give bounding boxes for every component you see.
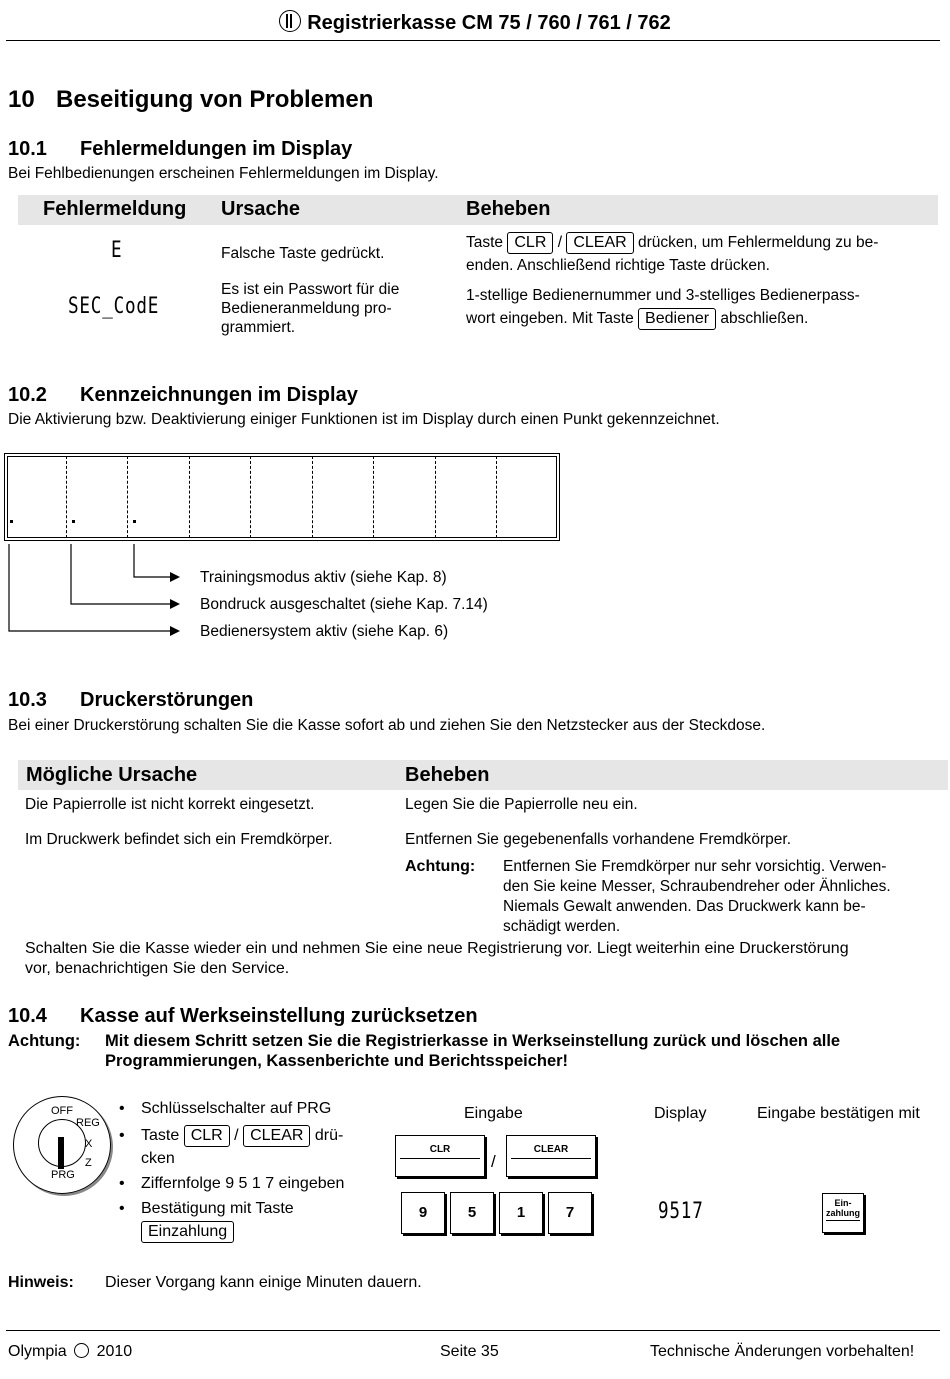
page-header	[0, 10, 950, 35]
note-text: Dieser Vorgang kann einige Minuten dauern.	[105, 1274, 422, 1291]
footer-rule	[6, 1330, 940, 1331]
printer-fix-2: Entfernen Sie gegebenenfalls vorhandene Fremdkörper.	[405, 831, 792, 848]
col-display: Display	[654, 1105, 707, 1122]
olympia-logo-icon	[74, 1343, 89, 1358]
section-10-4-title: 10.4 Kasse auf Werkseinstellung zurücksetzen	[8, 1005, 478, 1027]
printer-warn-l3: Niemals Gewalt anwenden. Das Druckwerk kann be-	[503, 898, 866, 915]
reset-warn-l1: Mit diesem Schritt setzen Sie die Registrierkasse in Werkseinstellung zurück und löschen alle	[105, 1032, 841, 1050]
footer-page: Seite 35	[440, 1343, 499, 1360]
error-fix-2-l2: wort eingeben. Mit Taste Bediener abschließen.	[466, 308, 808, 330]
key-pos-x: X	[85, 1138, 93, 1150]
note-label: Hinweis:	[8, 1274, 74, 1291]
header-rule	[6, 40, 940, 41]
display-cell-divider	[373, 456, 374, 538]
error-table-header	[18, 195, 938, 225]
key-pos-reg: REG	[76, 1117, 100, 1129]
footer-left: Olympia 2010	[8, 1343, 133, 1360]
step-2: • Taste CLR / CLEAR drü- cken	[115, 1124, 375, 1170]
clear-button: CLEAR	[506, 1135, 596, 1177]
col-beheben: Beheben	[466, 198, 551, 220]
display-dot	[10, 520, 13, 523]
printer-cause-1: Die Papierrolle ist nicht korrekt eingesetzt.	[25, 796, 315, 813]
section-10-1-intro: Bei Fehlbedienungen erscheinen Fehlermeldungen im Display.	[8, 165, 439, 182]
reset-warn-label: Achtung:	[8, 1032, 81, 1050]
display-cell-divider	[66, 456, 67, 538]
clear-key: CLEAR	[566, 232, 633, 254]
key-switch-icon	[13, 1096, 111, 1194]
clr-key: CLR	[507, 232, 553, 254]
error-code-e: E	[111, 238, 123, 263]
error-cause-1: Falsche Taste gedrückt.	[221, 245, 385, 262]
chapter-title: 10 Beseitigung von Problemen	[8, 86, 374, 113]
step-1: • Schlüsselschalter auf PRG	[115, 1097, 375, 1120]
display-readout: 9517	[658, 1199, 704, 1224]
header-title: Registrierkasse CM 75 / 760 / 761 / 762	[307, 12, 671, 34]
display-inner	[7, 456, 557, 538]
col-beheben: Beheben	[405, 764, 490, 786]
reset-warn-l2: Programmierungen, Kassenberichte und Berichtsspeicher!	[105, 1052, 569, 1070]
key-switch-pointer	[58, 1137, 64, 1169]
printer-warn-l2: den Sie keine Messer, Schraubendreher oder Ähnliches.	[503, 878, 891, 895]
clr-button: CLR	[395, 1135, 485, 1177]
einzahlung-button: Ein- zahlung	[822, 1193, 864, 1233]
printer-warn-l4: schädigt werden.	[503, 918, 621, 935]
error-fix-1: Taste CLR / CLEAR drücken, um Fehlermeldung zu be-	[466, 232, 936, 254]
section-10-3-intro: Bei einer Druckerstörung schalten Sie die Kasse sofort ab und ziehen Sie den Netzstecker aus der Steckdose.	[8, 717, 766, 734]
display-cell-divider	[312, 456, 313, 538]
section-10-2-title: 10.2 Kennzeichnungen im Display	[8, 384, 358, 406]
display-cell-divider	[435, 456, 436, 538]
error-code-sec-code: SEC_CodE	[68, 294, 160, 319]
clr-key: CLR	[184, 1125, 230, 1147]
indicator-label-bondruck: Bondruck ausgeschaltet (siehe Kap. 7.14)	[200, 596, 488, 613]
indicator-label-bediener: Bedienersystem aktiv (siehe Kap. 6)	[200, 623, 449, 640]
printer-closing-l1: Schalten Sie die Kasse wieder ein und nehmen Sie eine neue Registrierung vor. Liegt weiterhin eine Druckerstörung	[25, 940, 849, 957]
section-10-2-intro: Die Aktivierung bzw. Deaktivierung einiger Funktionen ist im Display durch einen Punkt gekennzeichnet.	[8, 411, 720, 428]
section-10-1-title: 10.1 Fehlermeldungen im Display	[8, 138, 353, 160]
key-pos-off: OFF	[51, 1105, 73, 1117]
einzahlung-key: Einzahlung	[141, 1221, 234, 1243]
error-cause-2-l3: grammiert.	[221, 319, 296, 336]
printer-closing-l2: vor, benachrichtigen Sie den Service.	[25, 960, 290, 977]
error-cause-2-l2: Bedieneranmeldung pro-	[221, 300, 392, 317]
error-fix-1-line2: enden. Anschließend richtige Taste drücken.	[466, 257, 770, 274]
display-cell-divider	[250, 456, 251, 538]
digit-7-button: 7	[548, 1192, 592, 1234]
col-moegliche-ursache: Mögliche Ursache	[26, 764, 198, 786]
button-separator: /	[491, 1152, 496, 1171]
printer-fix-1: Legen Sie die Papierrolle neu ein.	[405, 796, 638, 813]
clear-key: CLEAR	[243, 1125, 310, 1147]
digit-5-button: 5	[450, 1192, 494, 1234]
display-cell-divider	[189, 456, 190, 538]
col-fehlermeldung: Fehlermeldung	[43, 198, 187, 220]
col-eingabe-bestaetigen: Eingabe bestätigen mit	[757, 1105, 920, 1122]
col-ursache: Ursache	[221, 198, 300, 220]
section-10-3-title: 10.3 Druckerstörungen	[8, 689, 254, 711]
printer-warn-label: Achtung:	[405, 858, 476, 875]
key-pos-prg: PRG	[51, 1169, 75, 1181]
digit-9-button: 9	[401, 1192, 445, 1234]
error-cause-2-l1: Es ist ein Passwort für die	[221, 281, 400, 298]
display-cell-divider	[496, 456, 497, 538]
step-3: • Ziffernfolge 9 5 1 7 eingeben	[115, 1172, 375, 1195]
indicator-label-training: Trainingsmodus aktiv (siehe Kap. 8)	[200, 569, 447, 586]
digit-1-button: 1	[499, 1192, 543, 1234]
printer-warn-l1: Entfernen Sie Fremdkörper nur sehr vorsichtig. Verwen-	[503, 858, 887, 875]
error-fix-2-l1: 1-stellige Bedienernummer und 3-stelliges Bedienerpass-	[466, 287, 860, 304]
key-pos-z: Z	[85, 1157, 92, 1169]
step-4: • Bestätigung mit Taste Einzahlung	[115, 1197, 375, 1243]
bediener-key: Bediener	[638, 308, 716, 330]
display-dot	[133, 520, 136, 523]
col-eingabe: Eingabe	[464, 1105, 523, 1122]
display-cell-divider	[127, 456, 128, 538]
olympia-logo-icon	[279, 10, 301, 32]
footer-right: Technische Änderungen vorbehalten!	[650, 1343, 915, 1360]
reset-steps-list	[115, 1097, 375, 1243]
printer-cause-2: Im Druckwerk befindet sich ein Fremdkörper.	[25, 831, 333, 848]
display-dot	[72, 520, 75, 523]
printer-table-header	[18, 760, 948, 790]
indicator-arrows	[0, 540, 200, 640]
